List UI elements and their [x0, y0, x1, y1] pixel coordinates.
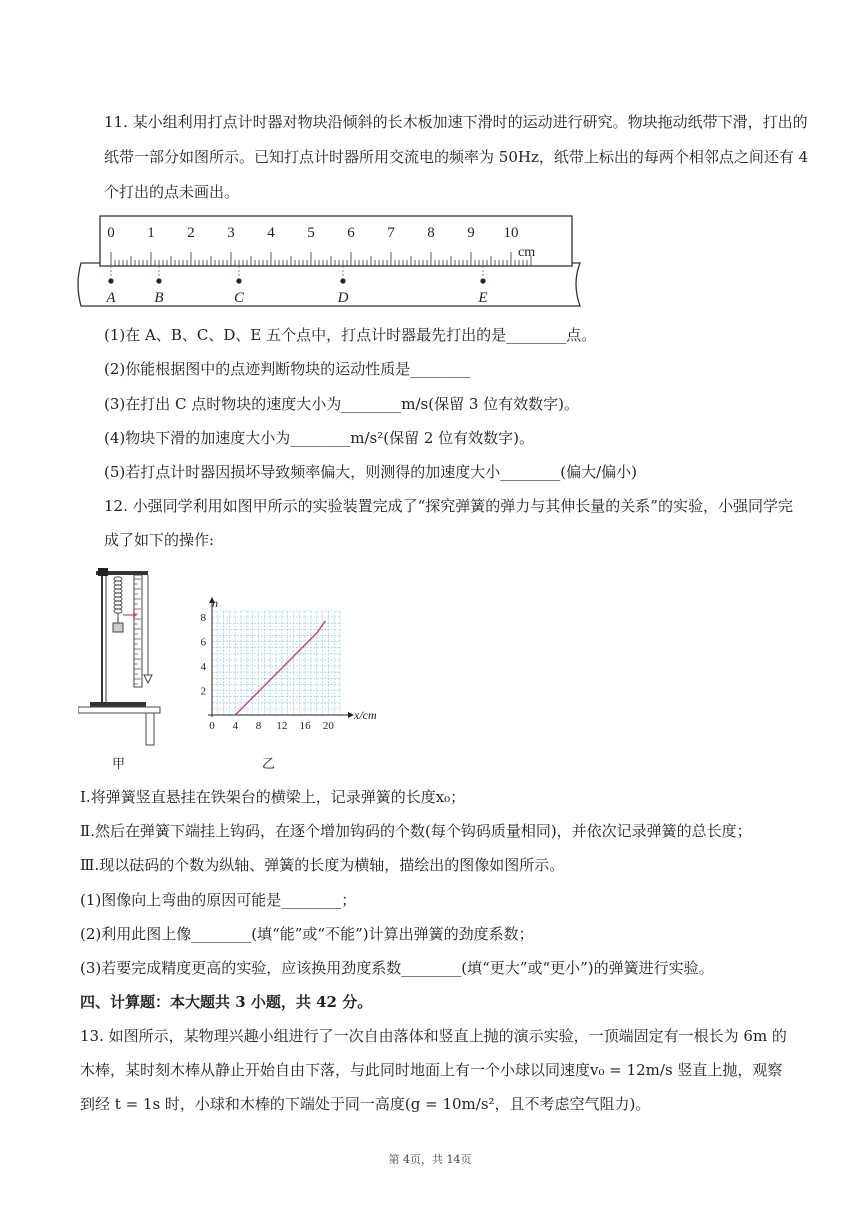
- chart-x-axis-label: x/cm: [354, 708, 377, 722]
- ruler-number: 3: [227, 225, 235, 241]
- chart-x-tick-label: 12: [276, 720, 288, 732]
- chart-x-tick-label: 4: [232, 720, 239, 732]
- chart-y-axis-label: n: [212, 596, 218, 610]
- q12-step-3: Ⅲ.现以砝码的个数为纵轴、弹簧的长度为横轴，描绘出的图像如图所示。: [80, 856, 565, 874]
- q11-question-2: (2)你能根据图中的点迹判断物块的运动性质是________: [104, 360, 471, 378]
- tape-point-label: D: [337, 290, 349, 306]
- q12-question-3: (3)若要完成精度更高的实验，应该换用劲度系数________(填“更大”或“更小”)的弹簧进行实验。: [80, 959, 714, 977]
- tape-point-label: E: [478, 290, 488, 306]
- ruler-number: 2: [187, 225, 195, 241]
- ruler-number: 8: [427, 225, 435, 241]
- tape-point-label: B: [154, 290, 164, 306]
- tape-point: [156, 278, 161, 283]
- tape-point-label: A: [106, 290, 116, 306]
- chart-x-tick-label: 0: [209, 720, 215, 732]
- hook-weight: [113, 623, 123, 632]
- stand-base: [90, 702, 146, 707]
- tape-point: [236, 278, 241, 283]
- q11-question-5: (5)若打点计时器因损坏导致频率偏大，则测得的加速度大小________(偏大/偏小): [104, 463, 638, 481]
- table-leg: [146, 713, 154, 745]
- q11-question-3: (3)在打出 C 点时物块的速度大小为________m/s(保留 3 位有效数字)。: [104, 395, 580, 413]
- chart-y-tick-label: 2: [200, 685, 206, 698]
- ruler-unit-label: cm: [518, 245, 536, 260]
- tape-point: [108, 278, 113, 283]
- figure-jia-caption: 甲: [112, 757, 126, 772]
- page-footer: 第 4页，共 14页: [388, 1153, 472, 1166]
- q11-question-4: (4)物块下滑的加速度大小为________m/s²(保留 2 位有效数字)。: [104, 429, 535, 447]
- pointer-weight: [144, 675, 152, 683]
- q12-step-1: Ⅰ.将弹簧竖直悬挂在铁架台的横梁上，记录弹簧的长度x₀；: [80, 788, 466, 806]
- scale-rod: [134, 575, 142, 687]
- q12-step-2: Ⅱ.然后在弹簧下端挂上钩码，在逐个增加钩码的个数(每个钩码质量相同)，并依次记录弹簧的总长度；: [80, 822, 752, 840]
- q13-line-3: 到经 t = 1s 时，小球和木棒的下端处于同一高度(g = 10m/s²，且不考虑空气阻力)。: [80, 1095, 651, 1113]
- spring: [114, 577, 122, 613]
- chart-y-tick-label: 8: [200, 612, 206, 625]
- figure-yi-caption: 乙: [262, 757, 276, 772]
- chart-y-tick-label: 4: [200, 661, 206, 674]
- ruler-number: 0: [107, 225, 115, 241]
- q12-question-2: (2)利用此图上像________(填“能”或“不能”)计算出弹簧的劲度系数；: [80, 925, 534, 943]
- spring-chart: [190, 595, 390, 735]
- q11-line-2: 纸带一部分如图所示。已知打点计时器所用交流电的频率为 50Hz，纸带上标出的每两个相邻点之间还有 4: [104, 148, 809, 166]
- q11-question-1: (1)在 A、B、C、D、E 五个点中，打点计时器最先打出的是________点。: [104, 326, 597, 344]
- table-top: [78, 707, 160, 713]
- chart-y-tick-label: 6: [200, 636, 206, 649]
- chart-series-line: [235, 621, 325, 715]
- q12-line-2: 成了如下的操作:: [104, 531, 215, 549]
- tape-point-label: C: [233, 290, 245, 306]
- tape-point: [340, 278, 345, 283]
- ruler-tape-figure: [75, 214, 590, 310]
- paper-tape: [78, 263, 580, 306]
- q13-line-1: 13. 如图所示，某物理兴趣小组进行了一次自由落体和竖直上抛的演示实验，一顶端固定有一根长为 6m 的: [80, 1027, 787, 1045]
- chart-x-tick-label: 20: [322, 720, 334, 732]
- spring-apparatus-figure: [78, 565, 168, 747]
- ruler-number: 7: [387, 225, 395, 241]
- chart-x-tick-label: 16: [299, 720, 311, 732]
- ruler-number: 9: [467, 225, 475, 241]
- ruler-number: 10: [503, 225, 519, 241]
- q11-line-1: 11. 某小组利用打点计时器对物块沿倾斜的长木板加速下滑时的运动进行研究。物块拖动纸带下滑，打出的: [104, 113, 808, 131]
- ruler-number: 4: [267, 225, 275, 241]
- tape-point: [480, 278, 485, 283]
- q13-line-2: 木棒，某时刻木棒从静止开始自由下落，与此同时地面上有一个小球以同速度v₀ = 12m/s 竖直上抛，观察: [80, 1061, 783, 1079]
- q11-line-3: 个打出的点未画出。: [104, 183, 240, 201]
- section-4-heading: 四、计算题：本大题共 3 小题，共 42 分。: [80, 993, 373, 1011]
- q12-question-1: (1)图像向上弯曲的原因可能是________；: [80, 891, 357, 909]
- chart-x-tick-label: 8: [255, 720, 262, 732]
- ruler-number: 5: [307, 225, 315, 241]
- ruler-number: 1: [147, 225, 155, 241]
- ruler-number: 6: [347, 225, 355, 241]
- q12-line-1: 12. 小强同学利用如图甲所示的实验装置完成了“探究弹簧的弹力与其伸长量的关系”的实验，小强同学完: [104, 497, 793, 515]
